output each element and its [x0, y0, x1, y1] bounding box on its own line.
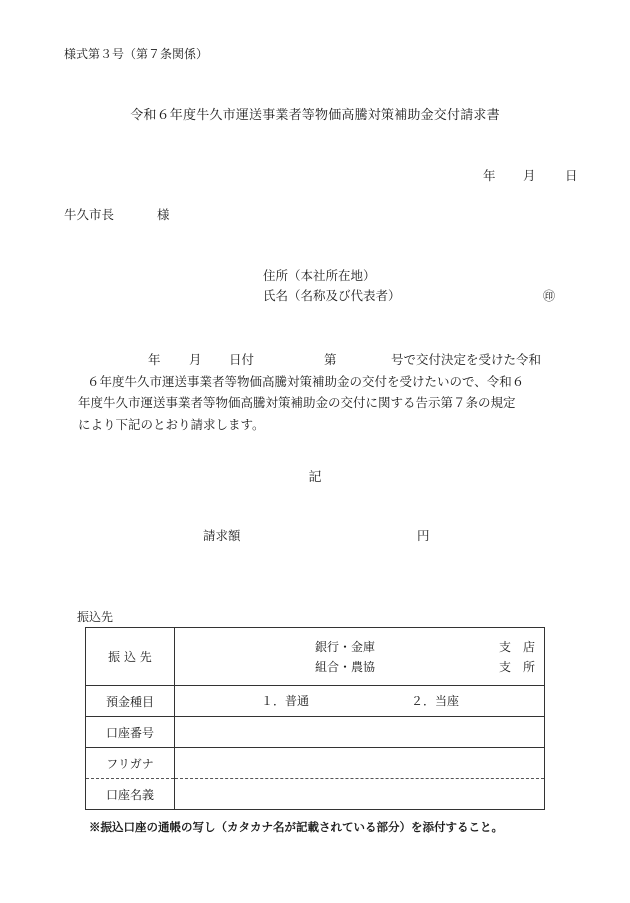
bank-name-field[interactable] [175, 628, 545, 686]
bank-type-2: 組合・農協 [315, 660, 376, 674]
date-month-label: 月 [523, 168, 536, 183]
attachment-note: ※振込口座の通帳の写し（カタカナ名が記載されている部分）を添付すること。 [89, 820, 503, 834]
body-line-3: 年度牛久市運送事業者等物価高騰対策補助金の交付に関する告示第７条の規定 [78, 395, 516, 410]
account-type-ordinary[interactable]: １．普通 [261, 694, 310, 708]
date-year-label: 年 [483, 168, 496, 183]
ki-heading: 記 [308, 470, 322, 485]
applicant-name-label: 氏名（名称及び代表者） [263, 288, 401, 303]
bank-type-1: 銀行・金庫 [315, 640, 376, 654]
applicant-address-label: 住所（本社所在地） [263, 268, 376, 283]
bank-transfer-table [85, 627, 545, 810]
document-title: 令和６年度牛久市運送事業者等物価高騰対策補助金交付請求書 [130, 108, 500, 123]
body-line-1 [78, 349, 558, 371]
claim-amount-label: 請求額 [203, 528, 241, 543]
body-day: 日付 [229, 352, 255, 367]
claim-amount-unit: 円 [417, 528, 430, 543]
account-type-label: 預金種目 [86, 686, 175, 717]
body-line1-rest: 号で交付決定を受けた令和 [391, 352, 542, 367]
account-holder-label: 口座名義 [86, 779, 175, 810]
account-number-label: 口座番号 [86, 717, 175, 748]
branch-type-2: 支 所 [499, 660, 536, 674]
branch-type-1: 支 店 [499, 640, 536, 654]
date-day-label: 日 [565, 168, 578, 183]
body-line-2: ６年度牛久市運送事業者等物価高騰対策補助金の交付を受けたいので、令和６ [87, 373, 525, 389]
account-number-field[interactable] [175, 717, 545, 748]
body-year: 年 [148, 352, 161, 367]
bank-label-cell: 振 込 先 [86, 628, 175, 686]
addressee-honorific: 様 [157, 207, 170, 222]
seal-mark: ㊞ [543, 289, 556, 303]
account-holder-field[interactable] [175, 779, 545, 810]
body-month: 月 [189, 352, 202, 367]
account-type-current[interactable]: ２．当座 [411, 694, 460, 708]
body-line-4: により下記のとおり請求します。 [78, 416, 265, 432]
account-type-field[interactable] [175, 686, 545, 717]
transfer-caption: 振込先 [77, 610, 114, 624]
furigana-label: フリガナ [86, 748, 175, 779]
addressee-name: 牛久市長 [64, 207, 115, 222]
request-body [78, 349, 558, 435]
body-dai: 第 [324, 352, 337, 367]
furigana-field[interactable] [175, 748, 545, 779]
form-number: 様式第３号（第７条関係） [64, 47, 209, 61]
